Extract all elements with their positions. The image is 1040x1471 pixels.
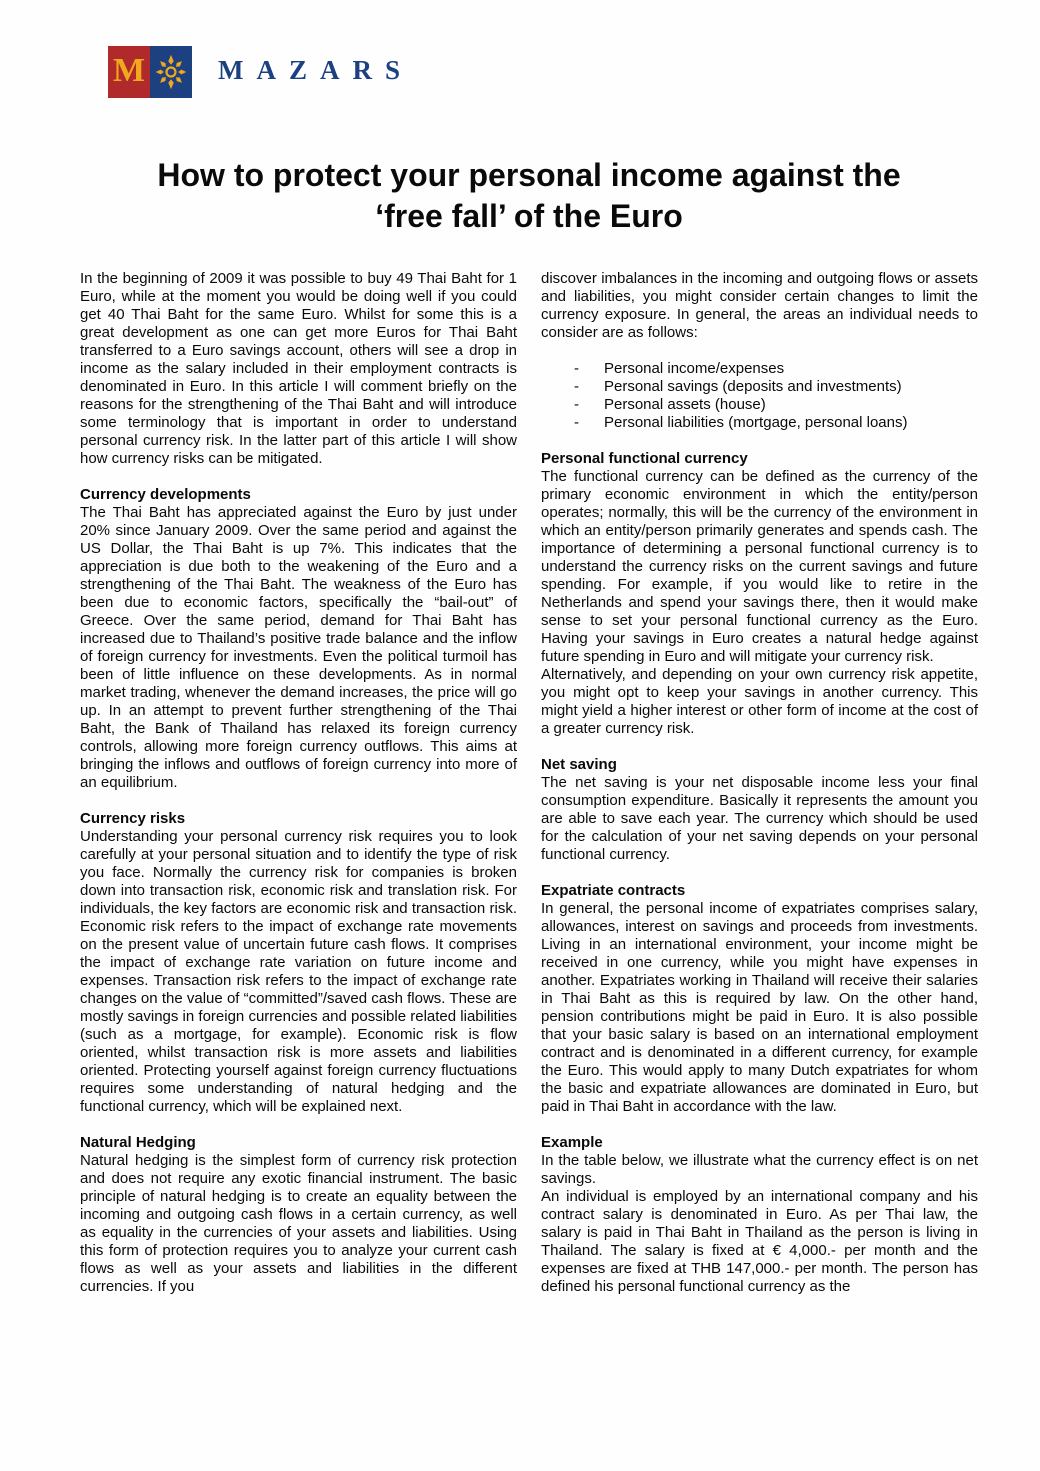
right-column — [541, 270, 978, 1296]
bullet-text: Personal liabilities (mortgage, personal loans) — [604, 414, 908, 431]
brand-header — [108, 46, 413, 98]
paragraph-natural-hedging: Natural hedging is the simplest form of currency risk protection and does not require any exotic financial instrument. The basic principle of natural hedging is to create an equality between the incoming and outgoing cash flows in a certain currency, as well as equality in the currencies of your assets and liabilities. Using this form of protection requires you to analyze your current cash flows as well as your assets and liabilities in the different currencies. If you — [80, 1152, 517, 1295]
paragraph-currency-developments: The Thai Baht has appreciated against the Euro by just under 20% since January 2009. Over the same period and against the US Dollar, the Thai Baht is up 7%. This indicates that the appreciation is due both to the weakening of the Euro and a strengthening of the Thai Baht. The weakness of the Euro has been due to economic factors, specifically the “bail-out” of Greece. Over the same period, demand for Thai Baht has increased due to Thailand’s positive trade balance and the inflow of foreign currency for investments. Even the political turmoil has been of little influence on these developments. As in normal market trading, whenever the demand increases, the price will go up. In an attempt to prevent further strengthening of the Thai Baht, the Bank of Thailand has relaxed its foreign currency controls, allowing more foreign currency outflows. This aims at bringing the inflows and outflows of foreign currency into more of an equilibrium. — [80, 504, 517, 791]
heading-natural-hedging: Natural Hedging — [80, 1134, 196, 1151]
heading-personal-functional-currency: Personal functional currency — [541, 450, 748, 467]
brand-name: MAZARS — [218, 54, 414, 85]
heading-currency-risks: Currency risks — [80, 810, 186, 827]
paragraph-net-saving: The net saving is your net disposable income less your final consumption expenditure. Basically it represents the amount you are able to save each year. The currency which should be used for the calculation of your net saving depends on your personal functional currency. — [541, 774, 978, 863]
heading-net-saving: Net saving — [541, 756, 617, 773]
paragraph-personal-functional-currency-2: Alternatively, and depending on your own currency risk appetite, you might opt to keep your savings in another currency. This might yield a higher interest or other form of income at the cost of a greater currency risk. — [541, 666, 978, 737]
bullet-text: Personal income/expenses — [604, 360, 785, 377]
paragraph-currency-risks: Understanding your personal currency risk requires you to look carefully at your personal situation and to identify the type of risk you face. Normally the currency risk for companies is broken down into transaction risk, economic risk and translation risk. For individuals, the key factors are economic risk and transaction risk. Economic risk refers to the impact of exchange rate movements on the present value of uncertain future cash flows. It comprises the impact of exchange rate variation on future income and expenses. Transaction risk refers to the impact of exchange rate changes on the value of “committed”/saved cash flows. These are mostly savings in foreign currencies and possible related liabilities (such as a mortgage, for example). Economic risk is flow oriented, whilst transaction risk is more assets and liabilities oriented. Protecting yourself against foreign currency fluctuations requires some understanding of natural hedging and the functional currency, which will be explained next. — [80, 828, 517, 1115]
list-item — [541, 396, 978, 414]
bullet-text: Personal assets (house) — [604, 396, 766, 413]
article-body — [80, 270, 978, 1296]
paragraph-example-1: In the table below, we illustrate what the currency effect is on net savings. — [541, 1152, 978, 1187]
list-item — [541, 360, 978, 378]
left-column — [80, 270, 517, 1296]
heading-expatriate-contracts: Expatriate contracts — [541, 882, 686, 899]
list-item — [541, 414, 978, 432]
paragraph-expatriate-contracts: In general, the personal income of expatriates comprises salary, allowances, interest on savings and proceeds from investments. Living in an international environment, your income might be received in one currency, while you might have expenses in another. Expatriates working in Thailand will receive their salaries in Thai Baht as this is required by law. On the other hand, pension contributions might be paid in Euro. It is also possible that your basic salary is based on an international employment contract and is denominated in a different currency, for example the Euro. This would apply to many Dutch expatriates for whom the basic and expatriate allowances are dominated in Euro, but paid in Thai Baht in accordance with the law. — [541, 900, 978, 1115]
bullet-dash: - — [574, 396, 579, 413]
bullet-text: Personal savings (deposits and investments) — [604, 378, 902, 395]
bullet-dash: - — [574, 360, 579, 377]
paragraph-example-2: An individual is employed by an international company and his contract salary is denominated in Euro. As per Thai law, the salary is paid in Thai Baht in Thailand as the person is living in Thailand. The salary is fixed at € 4,000.- per month and the expenses are fixed at THB 147,000.- per month. The person has defined his personal functional currency as the — [541, 1188, 978, 1295]
bullet-dash: - — [574, 378, 579, 395]
article-title-line1: How to protect your personal income against the — [157, 157, 901, 193]
intro-paragraph: In the beginning of 2009 it was possible to buy 49 Thai Baht for 1 Euro, while at the moment you would be doing well if you could get 40 Thai Baht for the same Euro. Whilst for some this is a great development as one can get more Euros for Thai Baht transferred to a Euro savings account, others will see a drop in income as the salary included in their employment contracts is denominated in Euro. In this article I will comment briefly on the reasons for the strengthening of the Thai Baht and will introduce some terminology that is important in order to understand personal currency risk. In the latter part of this article I will show how currency risks can be mitigated. — [80, 270, 517, 467]
logo-blue-square — [150, 46, 192, 98]
heading-example: Example — [541, 1134, 603, 1151]
logo-monogram: M — [112, 52, 146, 89]
continuation-paragraph: discover imbalances in the incoming and outgoing flows or assets and liabilities, you might consider certain changes to limit the currency exposure. In general, the areas an individual needs to consider are as follows: — [541, 270, 978, 341]
article-title — [80, 155, 978, 237]
paragraph-personal-functional-currency-1: The functional currency can be defined as the currency of the primary economic environment in which the entity/person operates; normally, this will be the currency of the environment in which an entity/person primarily generates and spends cash. The importance of determining a personal functional currency is to understand the currency risks on the current savings and future spending. For example, if you would like to retire in the Netherlands and spend your savings there, then it would make sense to set your personal functional currency as the Euro. Having your savings in Euro creates a natural hedge against future spending in Euro and will mitigate your currency risk. — [541, 468, 978, 665]
heading-currency-developments: Currency developments — [80, 486, 251, 503]
article-title-line2: ‘free fall’ of the Euro — [375, 198, 683, 234]
consideration-list — [541, 360, 978, 432]
bullet-dash: - — [574, 414, 579, 431]
logo-red-square — [108, 46, 150, 98]
sun-compass-icon — [153, 50, 189, 94]
mazars-logo — [108, 46, 192, 98]
list-item — [541, 378, 978, 396]
